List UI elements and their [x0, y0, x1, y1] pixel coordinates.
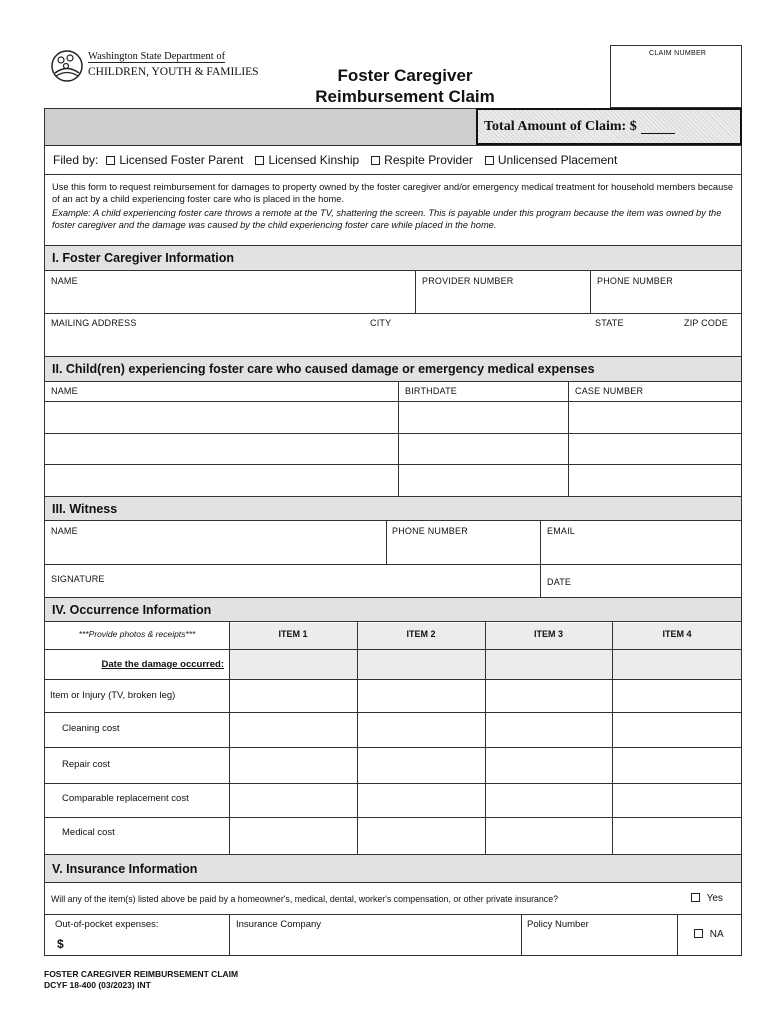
agency-line2: CHILDREN, YOUTH & FAMILIES — [88, 66, 259, 78]
caregiver-phone-field[interactable]: PHONE NUMBER — [597, 276, 673, 286]
filed-by-option-respite-provider[interactable] — [371, 153, 473, 167]
witness-email-field[interactable]: EMAIL — [547, 526, 576, 536]
witness-phone-field[interactable]: PHONE NUMBER — [392, 526, 468, 536]
child-row-3[interactable] — [45, 465, 741, 496]
intro-text: Use this form to request reimbursement for damages to property owned by the foster caregiver and/or emergency medical treatment for household members because of an act by a child experiencing foster care who is placed in the home. — [52, 182, 734, 204]
checkbox-icon[interactable] — [485, 156, 494, 165]
section-2-header — [44, 356, 742, 382]
form-title — [280, 65, 530, 107]
insurance-company-field[interactable]: Insurance Company — [236, 919, 322, 930]
total-amount-value[interactable] — [641, 120, 675, 134]
witness-date-field[interactable]: DATE — [547, 577, 572, 587]
caregiver-name-field[interactable]: NAME — [51, 276, 78, 286]
witness-name-field[interactable]: NAME — [51, 526, 78, 536]
section-5-title: V. Insurance Information — [52, 861, 198, 876]
out-of-pocket-label: Out-of-pocket expenses: — [55, 919, 159, 930]
photos-note: ***Provide photos & receipts*** — [78, 629, 196, 639]
provider-number-field[interactable]: PROVIDER NUMBER — [422, 276, 514, 286]
insurance-question: Will any of the item(s) listed above be paid by a homeowner's, medical, dental, worker's compensation, or other private insurance? — [51, 894, 558, 904]
dollar-sign: $ — [57, 937, 64, 951]
checkbox-icon[interactable] — [691, 893, 700, 902]
item-2-header: ITEM 2 — [406, 629, 436, 639]
intro-box — [44, 174, 742, 245]
option-label: Unlicensed Placement — [497, 153, 618, 167]
filed-by-option-licensed-foster-parent[interactable] — [106, 153, 243, 167]
row-medical-cost: Medical cost — [62, 827, 115, 838]
date-damage-label: Date the damage occurred: — [101, 659, 224, 670]
section-2-title: II. Child(ren) experiencing foster care who caused damage or emergency medical expenses — [52, 362, 595, 376]
state-field[interactable]: STATE — [595, 318, 624, 328]
na-label: NA — [709, 929, 724, 940]
option-label: Respite Provider — [384, 153, 473, 167]
intro-example: Example: A child experiencing foster care throws a remote at the TV, shattering the screen. This is payable under this program because the item was owned by the foster caregiver and the damage was caused by the child experiencing foster care while placed in the home. — [52, 208, 722, 230]
filed-by-option-unlicensed-placement[interactable] — [485, 153, 617, 167]
insurance-na-option[interactable] — [694, 929, 724, 940]
footer — [44, 969, 238, 991]
mailing-address-field[interactable]: MAILING ADDRESS — [51, 318, 137, 328]
child-name-header: NAME — [51, 386, 78, 396]
title-line2: Reimbursement Claim — [315, 87, 495, 106]
yes-label: Yes — [706, 893, 723, 904]
filed-by-label: Filed by: — [53, 153, 99, 167]
row-replacement-cost: Comparable replacement cost — [62, 793, 189, 804]
section-3-title: III. Witness — [52, 501, 118, 516]
dcyf-logo — [50, 49, 260, 89]
item-3-header: ITEM 3 — [533, 629, 563, 639]
section-5-header — [44, 854, 742, 883]
witness-signature-field[interactable]: SIGNATURE — [51, 574, 105, 584]
checkbox-icon[interactable] — [255, 156, 264, 165]
checkbox-icon[interactable] — [694, 929, 703, 938]
row-repair-cost: Repair cost — [62, 759, 111, 770]
case-number-header: CASE NUMBER — [575, 386, 644, 396]
insurance-yes-option[interactable] — [691, 893, 723, 904]
filed-by-option-licensed-kinship[interactable] — [255, 153, 359, 167]
footer-form-name: FOSTER CAREGIVER REIMBURSEMENT CLAIM — [44, 969, 239, 979]
claim-number-box[interactable] — [610, 45, 742, 108]
checkbox-icon[interactable] — [106, 156, 115, 165]
total-amount-label: Total Amount of Claim: $ — [484, 118, 637, 134]
policy-number-field[interactable]: Policy Number — [527, 919, 589, 930]
section-1-title: I. Foster Caregiver Information — [52, 251, 234, 265]
out-of-pocket-field[interactable] — [45, 916, 229, 956]
section-3-header — [44, 496, 742, 521]
item-1-header: ITEM 1 — [278, 629, 308, 639]
city-field[interactable]: CITY — [370, 318, 392, 328]
option-label: Licensed Kinship — [268, 153, 360, 167]
child-row-1[interactable] — [45, 402, 741, 433]
item-4-header: ITEM 4 — [662, 629, 692, 639]
family-logo-icon — [50, 49, 84, 83]
title-line1: Foster Caregiver — [337, 66, 473, 85]
option-label: Licensed Foster Parent — [119, 153, 244, 167]
agency-line1: Washington State Department of — [88, 51, 226, 62]
row-item-or-injury: Item or Injury (TV, broken leg) — [50, 690, 176, 701]
claim-number-label: CLAIM NUMBER — [649, 50, 707, 57]
child-row-2[interactable] — [45, 434, 741, 464]
row-cleaning-cost: Cleaning cost — [62, 723, 120, 734]
zip-code-field[interactable]: ZIP CODE — [684, 318, 728, 328]
checkbox-icon[interactable] — [371, 156, 380, 165]
footer-form-number: DCYF 18-400 (03/2023) INT — [44, 980, 151, 990]
section-1-header — [44, 245, 742, 271]
birthdate-header: BIRTHDATE — [405, 386, 457, 396]
filed-by-row — [44, 145, 742, 174]
section-4-header — [44, 597, 742, 622]
section-4-title: IV. Occurrence Information — [52, 602, 212, 617]
insurance-question-row — [44, 883, 742, 915]
total-amount-box[interactable] — [476, 108, 742, 145]
